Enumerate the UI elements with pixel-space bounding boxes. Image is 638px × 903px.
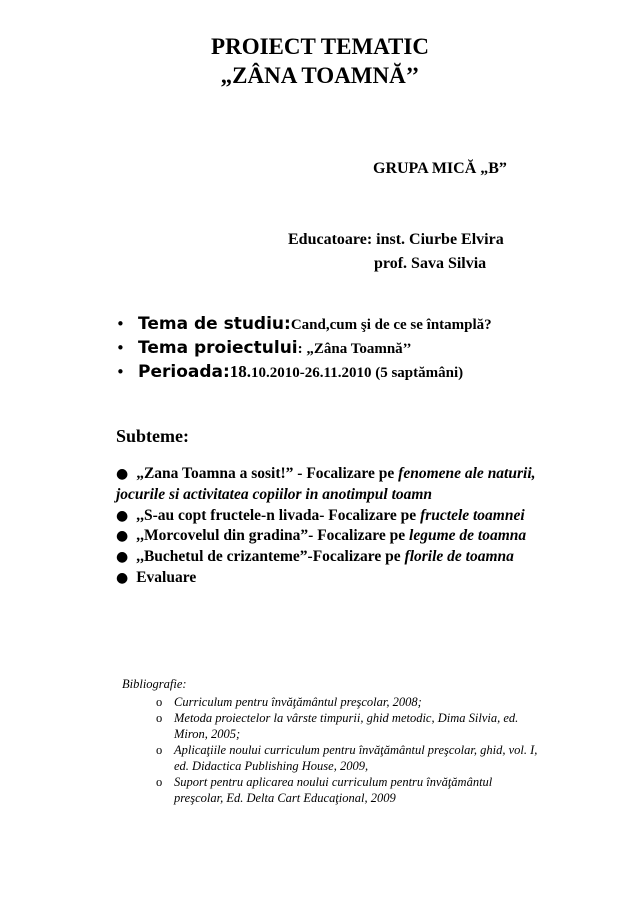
project-subtitle: „ZÂNA TOAMNĂ’’ xyxy=(220,63,420,88)
bibliography-list xyxy=(122,694,542,806)
meta-item-perioada xyxy=(116,362,566,386)
subtema-item: ● Evaluare xyxy=(116,568,197,586)
bibliography-item: o Suport pentru aplicarea noului curriculum pentru învăţământul preşcolar, Ed. Delta Cart Educaţional, 2009 xyxy=(122,774,542,806)
bullet-icon: ● xyxy=(116,569,129,586)
circle-bullet-icon: o xyxy=(156,743,163,757)
project-meta-list xyxy=(116,314,566,386)
circle-bullet-icon: o xyxy=(156,695,163,709)
bibliography-item: o Curriculum pentru învăţământul preşcolar, 2008; xyxy=(122,694,542,710)
educators-block xyxy=(288,228,504,276)
meta-label: Tema de studiu: xyxy=(138,314,291,334)
meta-value: Cand,cum şi de ce se întamplă? xyxy=(290,317,492,333)
meta-value: : „Zâna Toamnă’’ xyxy=(297,341,412,357)
bibliography xyxy=(122,676,542,806)
bullet-icon: • xyxy=(116,339,125,357)
project-title: PROIECT TEMATIC xyxy=(211,34,429,59)
subteme-heading: Subteme: xyxy=(116,426,189,446)
meta-item-tema-proiect xyxy=(116,338,566,362)
educator-line-1: Educatoare: inst. Ciurbe Elvira xyxy=(288,231,504,248)
meta-item-tema-studiu xyxy=(116,314,566,338)
meta-value: 10.2010-26.11.2010 (5 saptămâni) xyxy=(251,365,464,381)
bullet-icon: • xyxy=(116,363,125,381)
bullet-icon: ● xyxy=(116,466,129,482)
meta-label: Perioada: xyxy=(138,362,230,382)
subtema-item: ● „Zana Toamna a sosit!” - Focalizare pe fenomene ale naturii, jocurile si activitatea copiilor in anotimpul toamn xyxy=(116,465,536,503)
bibliography-item: o Metoda proiectelor la vârste timpurii, ghid metodic, Dima Silvia, ed. Miron, 2005; xyxy=(122,710,542,742)
subtema-item: ● ,,S-au copt fructele-n livada- Focalizare pe fructele toamnei xyxy=(116,506,525,524)
subteme-list xyxy=(116,464,536,589)
bullet-icon: ● xyxy=(116,549,129,566)
meta-value-start: 18. xyxy=(229,362,252,381)
subtema-item: ● ,,Morcovelul din gradina”- Focalizare pe legume de toamna xyxy=(116,527,527,545)
group-label: GRUPA MICĂ „B” xyxy=(373,160,507,177)
bullet-icon: • xyxy=(116,315,125,333)
circle-bullet-icon: o xyxy=(156,775,163,789)
bibliography-item: o Aplicaţiile noului curriculum pentru învăţământul preşcolar, ghid, vol. I, ed. Didactica Publishing House, 2009, xyxy=(122,742,542,774)
bibliography-title: Bibliografie: xyxy=(122,677,187,691)
bullet-icon: ● xyxy=(116,507,129,524)
bullet-icon: ● xyxy=(116,528,129,545)
educator-line-2: prof. Sava Silvia xyxy=(374,255,487,272)
subtema-item: ● ,,Buchetul de crizanteme”-Focalizare pe florile de toamna xyxy=(116,548,514,566)
meta-label: Tema proiectului xyxy=(138,338,298,358)
circle-bullet-icon: o xyxy=(156,711,163,725)
